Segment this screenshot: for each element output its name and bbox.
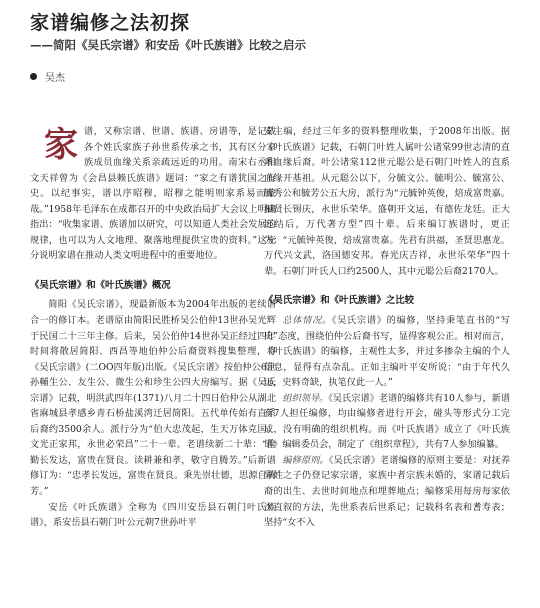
section-heading-overview: 《吴氏宗谱》和《叶氏族谱》概况 (30, 279, 171, 291)
drop-cap: 家 (44, 125, 78, 165)
text-overall: 《吴氏宗谱》的编修，坚持秉笔直书的“写史”态度，围绕伯仲公后裔书写，显得客观公正。相对而言，《叶氏族谱》的编修，主观性太多，并过多掺杂主编的个人信息，显得有点杂乱。正如主编叶平安所说：“由于年代久远，史料奇缺，执笔仅此一人。” (264, 315, 510, 389)
paragraph-overall (264, 313, 510, 391)
author-name: 吴杰 (45, 73, 65, 84)
intro-text: 谱，又称宗谱、世谱、族谱、房谱等，是记载各个姓氏家族子孙世系传承之书，其有区分家族成员血缘关系亲疏远近的功用。南宋右丞相文天祥曾为《会昌县赖氏族谱》题词：“家之有谱犹国之有史。以纪事实，谱以序昭穆，昭穆之能明则家系易而蒙哉。”1958年毛泽东在成都召开的中央政治局扩大会议上明确指出：“收集家谱、族谱加以研究，可以知道人类社会发展的规律，也可以为人文地理、聚落地理提供宝贵的资料。”这充分说明家谱在推动人类文明进程中的重要地位。 (30, 126, 276, 262)
author-line (30, 69, 65, 84)
left-column (30, 124, 276, 531)
paragraph-ye-continued: 安主编，经过三年多的资料整理收集，于2008年出版。据《叶氏族谱》记载，石朝门叶姓人属叶公诸棠99世志清的直系血缘后裔。叶公诸棠112世元聪公是石朝门叶姓人的直系血缘开基祖。从元聪公以下，分毓文公、毓明公、毓富公、毓秀公和毓芳公五大房，派行为“元毓钟英俊，焙成富贵嘉。相贤长锡庆，永世乐荣华。盛朝开文运，有德佐龙廷。正大远结后，万代著方型”四十辈。后来编订族谱时，更正为：“元毓钟英俊，焙成富贵嘉。先君有洪福，圣贤思惠龙。万代兴文武，洛国德安邦。春光庆吉祥，永世乐荣华”四十辈。石朝门叶氏人口约2500人，其中元聪公后裔2170人。 (264, 126, 510, 277)
bullet-dot-icon (30, 73, 37, 80)
paragraph-principles (264, 453, 510, 531)
label-principles: 编修原则。 (282, 454, 329, 466)
paragraph-organization (264, 391, 510, 453)
text-organization: 《吴氏宗谱》老谱的编修共有10人参与，新谱有7人担任编修，均由编修者进行开会，碰头等形式分工完成，没有明确的组织机构。而《叶氏族谱》成立了《叶氏族谱》编辑委员会，制定了《组织章程》，共有7人参加编纂。 (264, 392, 511, 451)
right-column (264, 124, 510, 531)
label-organization: 组织领导。 (282, 392, 329, 404)
article-title: 家谱编修之法初探 (30, 12, 191, 34)
paragraph-ye-overview: 安岳《叶氏族谱》全称为《四川安岳县石朝门叶氏族谱》，系安岳县石朝门叶公元朝7世孙叶平 (30, 501, 276, 529)
intro-paragraph (30, 124, 276, 264)
article-subtitle: ——简阳《吴氏宗谱》和安岳《叶氏族谱》比较之启示 (30, 38, 306, 52)
text-principles: 《吴氏宗谱》老谱编修的原则主要是：对抚养异姓之子仍登记家宗谱，家族中者宗族未婚的，家谱记载后裔的出生、去世时间地点和埋葬地点；编修采用每房每家依次直叙的方法，先世系表后世系记；记载科名表和耆寿表；坚持“女不入 (264, 454, 511, 529)
label-overall: 总体情况。 (282, 315, 332, 327)
section-heading-comparison: 《吴氏宗谱》和《叶氏族谱》之比较 (264, 295, 415, 307)
paragraph-wu-overview: 简阳《吴氏宗谱》，现最新版本为2004年出版的老续谱合一的修订本。老谱原由简阳民胜桥吴公伯仲13世孙吴光辉于民国二十三年主修。后来，吴公伯仲14世孙吴正经过四年时间将散居简阳、西昌等地伯仲公后裔资料搜集整理，将《吴氏宗谱》(二OO四年版)出版。《吴氏宗谱》按伯仲公6世孙輔生公、友生公、微生公和珍生公四大房编写。据《吴氏宗谱》记载，明洪武四年(1371)八月二十四日伯仲公从湖北省麻城县孝感乡青石桥盐溪湾迁居简阳。五代单传始有直系后裔约3500余人。派行分为“伯大忠茂起，生天万体克国。文光正家邦，永世必荣昌”二十一辈。老谱续新二十辈：“俭勤长发达，富贵在贤良。读耕兼和孝，敬守自腾芳。”后新谱修订为：“忠孝长发远，富贵在贤良。秉先崇壮德，思源自腾芳。” (30, 299, 276, 498)
